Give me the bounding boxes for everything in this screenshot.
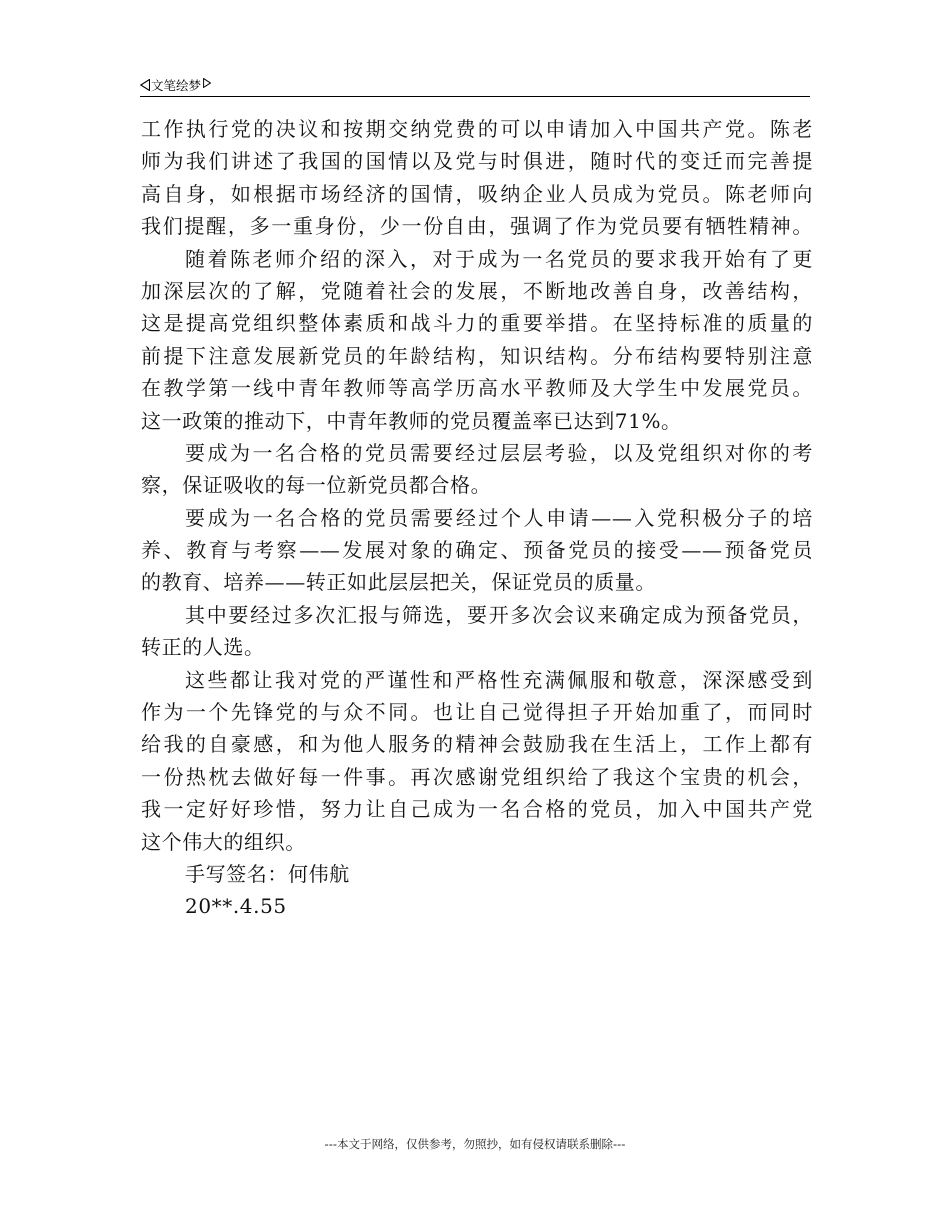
page-header <box>140 74 810 97</box>
footer-notice: ---本文于网络，仅供参考，勿照抄，如有侵权请联系删除--- <box>324 1137 626 1151</box>
text-line: 这是提高党组织整体素质和战斗力的重要举措。在坚持标准的质量的 <box>141 311 813 336</box>
text-line: 随着陈老师介绍的深入，对于成为一名党员的要求我开始有了更 <box>185 246 813 271</box>
text-line: 我们提醒，多一重身份，少一份自由，强调了作为党员要有牺牲精神。 <box>141 214 813 239</box>
text-line: 前提下注意发展新党员的年龄结构，知识结构。分布结构要特别注意 <box>141 343 813 368</box>
text-line: 的教育、培养——转正如此层层把关，保证党员的质量。 <box>141 570 656 595</box>
text-line: 这一政策的推动下，中青年教师的党员覆盖率已达到71%。 <box>141 408 682 433</box>
text-line: 加深层次的了解，党随着社会的发展，不断地改善自身，改善结构， <box>141 278 813 303</box>
text-line: 我一定好好珍惜，努力让自己成为一名合格的党员，加入中国共产党 <box>141 797 813 822</box>
text-line: 这个伟大的组织。 <box>141 829 306 854</box>
text-line: 作为一个先锋党的与众不同。也让自己觉得担子开始加重了，而同时 <box>141 700 813 725</box>
text-line: 20**.4.55 <box>185 894 287 919</box>
document-body <box>141 113 813 923</box>
text-line: 工作执行党的决议和按期交纳党费的可以申请加入中国共产党。陈老 <box>141 117 813 141</box>
right-triangle-icon <box>203 78 211 88</box>
text-line: 养、教育与考察——发展对象的确定、预备党员的接受——预备党员 <box>141 538 813 563</box>
left-triangle-icon <box>140 79 150 91</box>
header-brand <box>140 76 211 94</box>
text-line: 要成为一名合格的党员需要经过层层考验，以及党组织对你的考 <box>185 440 813 465</box>
text-line: 这些都让我对党的严谨性和严格性充满佩服和敬意，深深感受到 <box>185 667 813 692</box>
text-line: 察，保证吸收的每一位新党员都合格。 <box>141 473 492 498</box>
text-line: 要成为一名合格的党员需要经过个人申请——入党积极分子的培 <box>185 505 813 530</box>
header-brand-text: 文笔绘梦 <box>151 78 202 93</box>
text-line: 给我的自豪感，和为他人服务的精神会鼓励我在生活上，工作上都有 <box>141 732 813 757</box>
text-line: 手写签名：何伟航 <box>185 861 350 886</box>
text-line: 转正的人选。 <box>141 635 265 660</box>
text-line: 其中要经过多次汇报与筛选，要开多次会议来确定成为预备党员， <box>185 602 813 627</box>
text-line: 一份热枕去做好每一件事。再次感谢党组织给了我这个宝贵的机会， <box>141 764 813 789</box>
text-line: 高自身，如根据市场经济的国情，吸纳企业人员成为党员。陈老师向 <box>141 181 813 206</box>
text-line: 师为我们讲述了我国的国情以及党与时俱进，随时代的变迁而完善提 <box>141 149 813 174</box>
text-line: 在教学第一线中青年教师等高学历高水平教师及大学生中发展党员。 <box>141 376 813 401</box>
